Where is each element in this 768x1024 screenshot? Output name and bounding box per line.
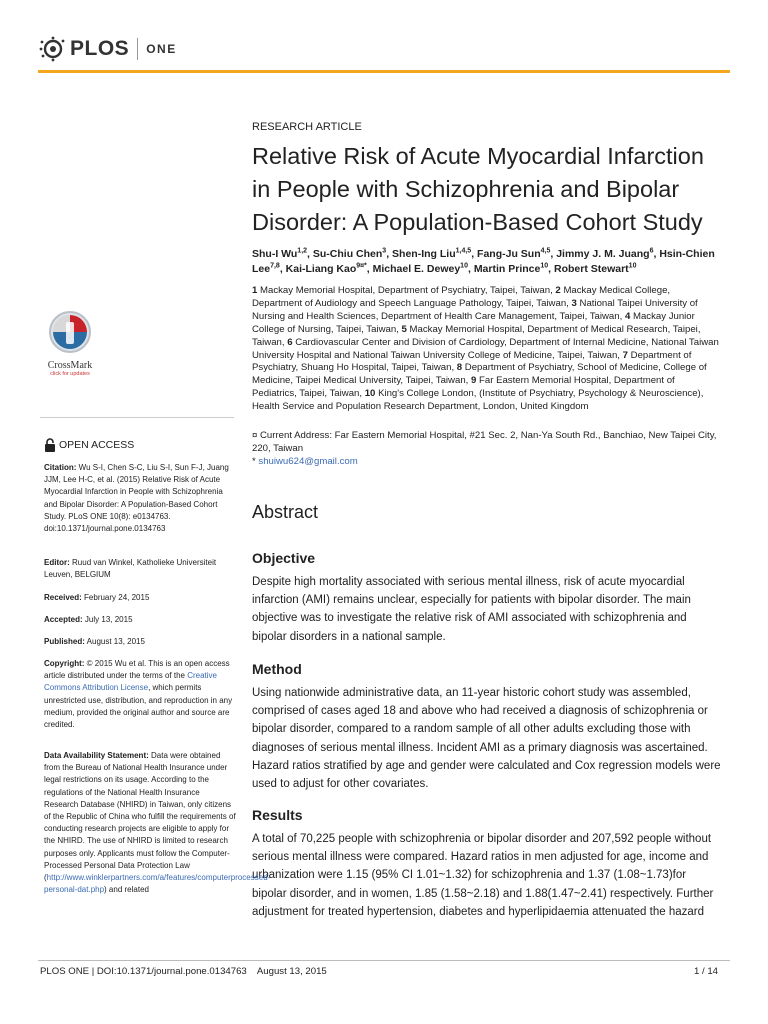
author-name: Shu-I Wu — [252, 248, 298, 260]
citation-block — [44, 462, 236, 535]
author-affiliation-marker: 6 — [649, 247, 654, 255]
author-separator: , — [366, 263, 373, 275]
method-heading: Method — [252, 661, 302, 677]
email-link[interactable]: shuiwu624@gmail.com — [258, 456, 358, 467]
citation-label: Citation: — [44, 463, 77, 472]
author-affiliation-marker: 9¤* — [356, 262, 367, 270]
author-separator: , — [653, 248, 660, 260]
crossmark-label: CrossMark — [47, 360, 93, 371]
affiliations — [252, 285, 722, 414]
plos-logo-icon — [38, 36, 68, 62]
received-date: February 24, 2015 — [84, 593, 150, 602]
published-date: August 13, 2015 — [86, 637, 145, 646]
received-label: Received: — [44, 593, 82, 602]
author-separator: , — [548, 263, 554, 275]
objective-heading: Objective — [252, 550, 316, 566]
article-title: Relative Risk of Acute Myocardial Infarction in People with Schizophrenia and Bipolar Disorder: A Population-Based Cohort Study — [252, 143, 704, 235]
data-law-link[interactable]: http://www.winklerpartners.com/a/features/computerprocessed-personal-dat.php — [44, 873, 271, 895]
plos-logo — [38, 36, 177, 62]
affiliation-number: 1 — [252, 285, 258, 296]
editor-label: Editor: — [44, 558, 70, 567]
copyright-text-end: , which permits unrestricted use, distribution, and reproduction in any medium, provided the original author and source are credited. — [44, 683, 233, 730]
affiliation-text: Department of Psychiatry, Shuang Ho Hospital, Taipei, Taiwan, — [252, 349, 692, 374]
accepted-label: Accepted: — [44, 615, 83, 624]
footer-rule — [38, 960, 730, 961]
header-rule — [38, 70, 730, 73]
published-label: Published: — [44, 637, 85, 646]
sidebar-rule — [40, 417, 234, 418]
author-separator: , — [386, 248, 393, 260]
results-text: A total of 70,225 people with schizophrenia or bipolar disorder and 207,592 people without serious mental illness were compared. Hazard ratios in men adjusted for age, income and urbanization were 1.15 (95% CI 1.01~1.32) for schizophrenia and 1.37 (1.08~1.73)for bipolar disorder, and in women, 1.85 (1.58~2.18) and 1.88(1.47~2.41) respectively. Further adjustment for treated hypertension, diabetes and hyperlipidaemia attenuated the hazard — [252, 833, 714, 918]
author-affiliation-marker: 1,2 — [297, 247, 308, 255]
open-access-label: OPEN ACCESS — [59, 439, 135, 451]
current-address: ¤ Current Address: Far Eastern Memorial Hospital, #21 Sec. 2, Nan-Ya South Rd., Banchiao, New Taipei City, 220, Taiwan — [252, 430, 717, 454]
author-name: Michael E. Dewey — [372, 263, 461, 275]
logo-separator — [137, 38, 138, 60]
affiliation-number: 9 — [471, 375, 477, 387]
copyright-block — [44, 658, 236, 731]
author-name: Fang-Ju Sun — [477, 248, 541, 260]
author-name: Kai-Liang Kao — [285, 263, 357, 275]
author-affiliation-marker: 10 — [540, 262, 549, 270]
affiliation-number: 10 — [364, 388, 376, 400]
author-name: Hsin-Chien Lee — [252, 248, 715, 275]
author-separator: , — [550, 248, 557, 260]
affiliation-number: 7 — [622, 349, 628, 361]
author-affiliation-marker: 10 — [628, 262, 637, 270]
author-list — [252, 247, 722, 277]
data-availability-block — [44, 750, 271, 896]
data-availability-text: Data were obtained from the Bureau of National Health Insurance under legal restrictions on its usage. According to the regulations of the National Health Insurance Research Database (NHIRD) in Taiwan, only citizens of the Republic of China who fulfill the requirements of conducting research projects are eligible to apply for the NHIRD. The use of NHIRD is limited to research purposes only. Applicants must follow the Computer-Processed Personal Data Protection Law ( — [44, 751, 236, 883]
published-block — [44, 636, 236, 648]
crossmark-icon — [48, 310, 92, 354]
objective-text: Despite high mortality associated with serious mental illness, risk of acute myocardial infarction (AMI) remains unclear, especially for patients with bipolar disorder. The main objective was to investigate the relative risk of AMI associated with schizophrenia and bipolar disorders in a national sample. — [252, 576, 691, 643]
data-availability-end: ) and related — [104, 885, 149, 895]
abstract-heading: Abstract — [252, 502, 319, 522]
crossmark-badge[interactable] — [40, 310, 100, 377]
author-affiliation-marker: 10 — [460, 262, 468, 270]
copyright-label: Copyright: — [44, 659, 85, 668]
author-name: Shen-Ing Liu — [392, 248, 456, 260]
page-number: 1 / 14 — [694, 966, 719, 977]
affiliation-text: King's College London, (Institute of Psychiatry, Psychology & Neuroscience), Health Service and Population Research Department, London, United Kingdom — [252, 388, 704, 413]
results-heading: Results — [252, 807, 303, 823]
logo-suffix: ONE — [146, 42, 177, 56]
received-block — [44, 592, 236, 604]
author-name: Robert Stewart — [553, 263, 629, 275]
accepted-block — [44, 614, 236, 626]
author-separator: , — [279, 263, 286, 275]
affiliation-number: 6 — [287, 336, 293, 348]
author-affiliation-marker: 4,5 — [540, 247, 551, 255]
email-marker: * — [252, 456, 256, 467]
author-name: Su-Chiu Chen — [312, 248, 383, 260]
affiliation-number: 5 — [401, 323, 407, 335]
author-affiliation-marker: 7,8 — [270, 262, 280, 270]
author-separator: , — [467, 263, 474, 275]
affiliation-text: Mackay Junior College of Nursing, Taipei, Taiwan, — [252, 310, 695, 335]
editor-block — [44, 557, 236, 581]
author-name: Martin Prince — [473, 263, 541, 275]
citation-text: Wu S-I, Chen S-C, Liu S-I, Sun F-J, Juang JJM, Lee H-C, et al. (2015) Relative Risk of Acute Myocardial Infarction in People with Schizophrenia and Bipolar Disorder: A Population-Based Cohort Study. PLoS ONE 10(8): e0134763. doi:10.1371/journal.pone.0134763 — [44, 463, 229, 534]
footer-citation: PLOS ONE | DOI:10.1371/journal.pone.0134763 August 13, 2015 — [40, 966, 327, 977]
affiliation-number: 2 — [555, 285, 561, 296]
affiliation-text: Far Eastern Memorial Hospital, Department of Pediatrics, Taipei, Taiwan, — [252, 375, 675, 400]
affiliation-number: 8 — [456, 362, 463, 374]
affiliation-text: Mackay Medical College, Department of Audiology and Speech Language Pathology, Taipei, Taiwan, — [252, 285, 671, 309]
article-type: RESEARCH ARTICLE — [252, 121, 362, 133]
crossmark-sublabel: click for updates — [50, 371, 90, 377]
copyright-text: © 2015 Wu et al. This is an open access article distributed under the terms of the — [44, 659, 230, 681]
affiliation-text: Mackay Memorial Hospital, Department of Psychiatry, Taipei, Taiwan, — [260, 285, 553, 296]
data-availability-label: Data Availability Statement: — [44, 751, 149, 760]
author-name: Jimmy J. M. Juang — [556, 248, 650, 260]
affiliation-text: National Taipei University of Nursing and Health Sciences, Department of Health Care Management, Taipei, Taiwan, — [252, 297, 698, 322]
editor-text: Ruud van Winkel, Katholieke Universiteit Leuven, BELGIUM — [44, 558, 217, 580]
author-separator: , — [471, 248, 478, 260]
accepted-date: July 13, 2015 — [84, 615, 133, 624]
affiliation-text: Mackay Memorial Hospital, Department of Medical Research, Taipei, Taiwan, — [252, 323, 701, 348]
method-text: Using nationwide administrative data, an 11-year historic cohort study was assembled, comprised of cases aged 18 and above who had received a diagnosis of schizophrenia or bipolar disorder, compared to a random sample of all other adults excluding those with diagnoses of serious mental illness. Incident AMI as a primary diagnosis was ascertained. Hazard ratios stratified by age and gender were calculated and Cox regression models were used to adjust for other covariates. — [252, 687, 721, 791]
affiliation-number: 4 — [624, 310, 631, 322]
corresponding-email — [252, 456, 358, 467]
logo-text: PLOS — [70, 37, 130, 60]
affiliation-number: 3 — [571, 297, 577, 309]
author-affiliation-marker: 1,4,5 — [455, 247, 472, 255]
affiliation-text: Department of Psychiatry, School of Medicine, College of Medicine, Taipei Medical University, Taipei, Taiwan, — [252, 362, 707, 387]
author-separator: , — [307, 248, 313, 260]
open-access-badge — [44, 438, 134, 452]
license-link[interactable]: Creative Commons Attribution License — [44, 671, 217, 693]
author-affiliation-marker: 3 — [382, 247, 387, 255]
open-lock-icon — [44, 438, 56, 452]
affiliation-text: Cardiovascular Center and Division of Cardiology, Department of Internal Medicine, National Taiwan University Hospital and National Taiwan University College of Medicine, Taipei, Taiwan, — [252, 336, 719, 361]
